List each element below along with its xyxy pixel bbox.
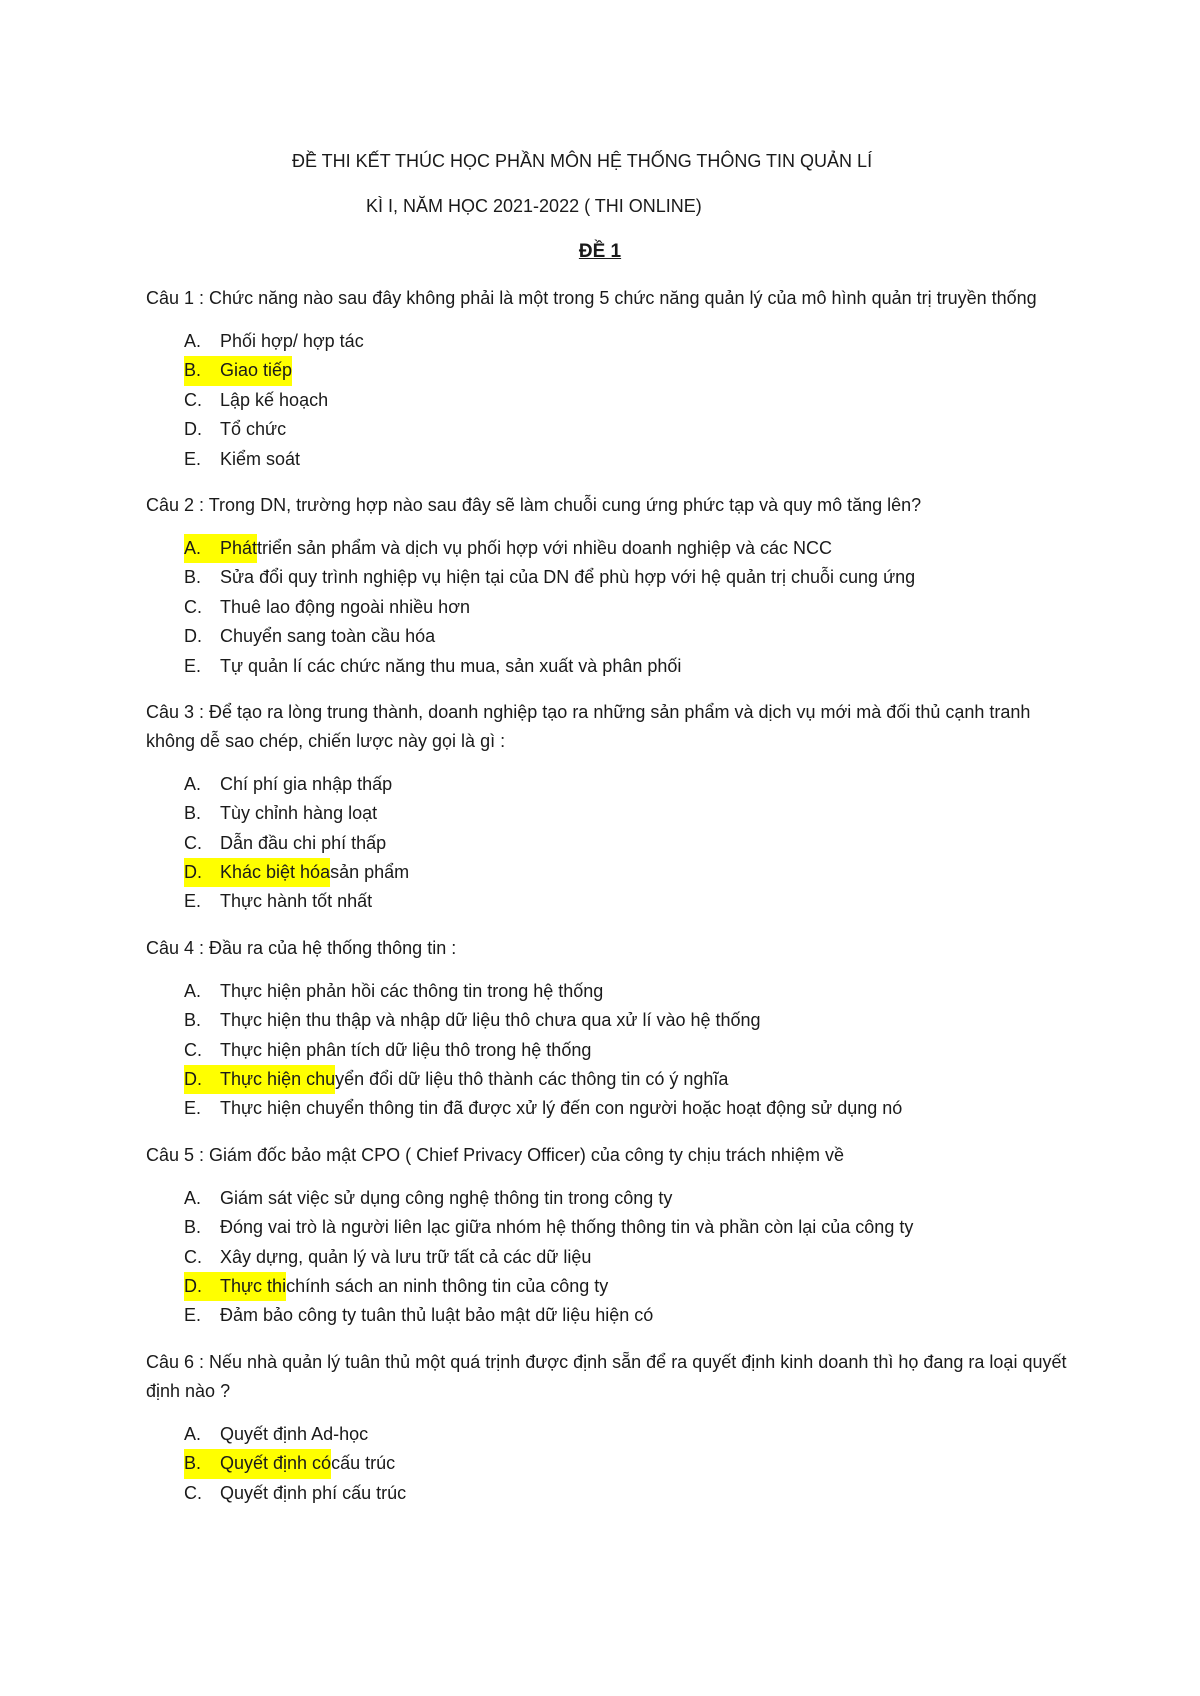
option-d xyxy=(184,1272,1076,1301)
question-3 xyxy=(146,698,1076,917)
question-text: Câu 5 : Giám đốc bảo mật CPO ( Chief Privacy Officer) của công ty chịu trách nhiệm về xyxy=(146,1144,844,1165)
option-text: yển đổi dữ liệu thô thành các thông tin có ý nghĩa xyxy=(335,1069,729,1090)
option-e xyxy=(184,887,1076,916)
option-d xyxy=(184,415,1076,444)
option-b xyxy=(184,1449,1076,1478)
option-letter: C. xyxy=(184,1039,202,1060)
question-text: Câu 2 : Trong DN, trường hợp nào sau đây sẽ làm chuỗi cung ứng phức tạp và quy mô tăng lên? xyxy=(146,494,922,515)
option-d xyxy=(184,622,1076,651)
option-a xyxy=(184,534,1076,563)
option-list xyxy=(146,770,1076,917)
option-text: Tự quản lí các chức năng thu mua, sản xuất và phân phối xyxy=(220,655,682,676)
exam-code: ĐỀ 1 xyxy=(578,241,622,262)
option-letter: E. xyxy=(184,1098,202,1119)
option-highlighted-text: Khác biệt hóa xyxy=(220,862,331,883)
option-c xyxy=(184,1243,1076,1272)
option-b xyxy=(184,356,1076,385)
option-e xyxy=(184,1094,1076,1123)
option-b xyxy=(184,799,1076,828)
option-letter: C. xyxy=(184,389,202,410)
option-highlighted-text: Thực hiện chu xyxy=(220,1069,336,1090)
option-e xyxy=(184,445,1076,474)
option-text: Phối hợp/ hợp tác xyxy=(220,331,364,351)
option-b xyxy=(184,563,1076,592)
option-text: Sửa đổi quy trình nghiệp vụ hiện tại của DN để phù hợp với hệ quản trị chuỗi cung ứng xyxy=(220,567,916,588)
question-text: Câu 6 : Nếu nhà quản lý tuân thủ một quá trịnh được định sẵn để ra quyết định kinh doanh thì họ đang ra loại quyết định nào ? xyxy=(146,1351,1067,1401)
option-letter: C. xyxy=(184,1246,202,1267)
question-6 xyxy=(146,1348,1076,1508)
option-list xyxy=(146,1420,1076,1508)
option-a xyxy=(184,327,1076,356)
option-c xyxy=(184,593,1076,622)
option-d xyxy=(184,1065,1076,1094)
option-letter: B. xyxy=(184,567,202,588)
option-highlighted-text: Quyết định có xyxy=(220,1453,332,1474)
option-letter: D. xyxy=(184,1069,202,1090)
option-text: Chuyển sang toàn cầu hóa xyxy=(220,626,436,647)
option-letter: D. xyxy=(184,419,202,440)
option-a xyxy=(184,1184,1076,1213)
option-list xyxy=(146,1184,1076,1331)
option-letter: C. xyxy=(184,596,202,617)
option-e xyxy=(184,1301,1076,1330)
option-text: Thực hiện phản hồi các thông tin trong hệ thống xyxy=(220,980,604,1001)
option-e xyxy=(184,652,1076,681)
option-letter: A. xyxy=(184,331,202,351)
option-text: cấu trúc xyxy=(331,1453,396,1474)
option-text: Dẫn đầu chi phí thấp xyxy=(220,832,387,853)
option-letter: B. xyxy=(184,1217,202,1238)
option-letter: A. xyxy=(184,537,202,558)
option-letter: B. xyxy=(184,360,202,381)
option-a xyxy=(184,1420,1076,1449)
option-c xyxy=(184,1479,1076,1508)
option-text: Kiểm soát xyxy=(220,448,301,469)
option-text: Thuê lao động ngoài nhiều hơn xyxy=(220,596,471,617)
option-text: Tùy chỉnh hàng loạt xyxy=(220,803,378,824)
option-text: Thực hành tốt nhất xyxy=(220,891,373,912)
option-text: Thực hiện chuyển thông tin đã được xử lý đến con người hoặc hoạt động sử dụng nó xyxy=(220,1098,903,1119)
option-text: Lập kế hoạch xyxy=(220,389,329,410)
option-letter: D. xyxy=(184,1275,202,1296)
option-text: Chí phí gia nhập thấp xyxy=(220,773,393,794)
option-c xyxy=(184,829,1076,858)
option-list xyxy=(146,977,1076,1124)
question-1 xyxy=(146,284,1076,474)
option-letter: E. xyxy=(184,891,202,912)
option-text: Đảm bảo công ty tuân thủ luật bảo mật dữ liệu hiện có xyxy=(220,1305,654,1326)
option-b xyxy=(184,1213,1076,1242)
option-letter: A. xyxy=(184,1187,202,1208)
option-text: sản phẩm xyxy=(330,862,410,883)
option-list xyxy=(146,327,1076,474)
option-letter: B. xyxy=(184,1453,202,1474)
option-letter: C. xyxy=(184,1482,202,1503)
option-highlighted-text: Giao tiếp xyxy=(220,360,293,381)
option-letter: A. xyxy=(184,980,202,1001)
option-d xyxy=(184,858,1076,887)
option-text: Thực hiện phân tích dữ liệu thô trong hệ thống xyxy=(220,1039,592,1060)
exam-title: ĐỀ THI KẾT THÚC HỌC PHẦN MÔN HỆ THỐNG THÔNG TIN QUẢN LÍ xyxy=(292,151,873,171)
option-letter: B. xyxy=(184,1010,202,1031)
option-highlighted-text: Phát xyxy=(220,537,258,558)
option-letter: D. xyxy=(184,862,202,883)
option-text: chính sách an ninh thông tin của công ty xyxy=(286,1275,609,1296)
question-4 xyxy=(146,934,1076,1124)
option-list xyxy=(146,534,1076,681)
question-2 xyxy=(146,491,1076,681)
option-b xyxy=(184,1006,1076,1035)
option-text: Tổ chức xyxy=(220,419,287,440)
question-text: Câu 3 : Để tạo ra lòng trung thành, doanh nghiệp tạo ra những sản phẩm và dịch vụ mới mà đối thủ cạnh tranh không dễ sao chép, chiến lược này gọi là gì : xyxy=(146,701,1031,751)
option-letter: E. xyxy=(184,655,202,676)
option-a xyxy=(184,770,1076,799)
option-letter: B. xyxy=(184,803,202,824)
option-highlighted-text: Thực thi xyxy=(220,1275,287,1296)
option-text: Đóng vai trò là người liên lạc giữa nhóm hệ thống thông tin và phần còn lại của công ty xyxy=(220,1217,914,1238)
question-text: Câu 1 : Chức năng nào sau đây không phải là một trong 5 chức năng quản lý của mô hình quản trị truyền thống xyxy=(146,288,1037,308)
option-text: Quyết định phí cấu trúc xyxy=(220,1482,407,1503)
option-text: Thực hiện thu thập và nhập dữ liệu thô chưa qua xử lí vào hệ thống xyxy=(220,1010,761,1031)
option-letter: A. xyxy=(184,1423,202,1444)
option-text: triển sản phẩm và dịch vụ phối hợp với nhiều doanh nghiệp và các NCC xyxy=(257,537,832,558)
option-text: Giám sát việc sử dụng công nghệ thông tin trong công ty xyxy=(220,1187,673,1208)
option-letter: E. xyxy=(184,1305,202,1326)
option-letter: A. xyxy=(184,773,202,794)
question-text: Câu 4 : Đầu ra của hệ thống thông tin : xyxy=(146,937,457,958)
option-c xyxy=(184,386,1076,415)
question-5 xyxy=(146,1141,1076,1331)
option-text: Quyết định Ad-học xyxy=(220,1423,369,1444)
option-c xyxy=(184,1036,1076,1065)
option-letter: D. xyxy=(184,626,202,647)
option-text: Xây dựng, quản lý và lưu trữ tất cả các dữ liệu xyxy=(220,1246,592,1267)
option-letter: E. xyxy=(184,448,202,469)
option-a xyxy=(184,977,1076,1006)
exam-term: KÌ I, NĂM HỌC 2021-2022 ( THI ONLINE) xyxy=(366,196,702,216)
option-letter: C. xyxy=(184,832,202,853)
question-list xyxy=(146,284,1076,1525)
